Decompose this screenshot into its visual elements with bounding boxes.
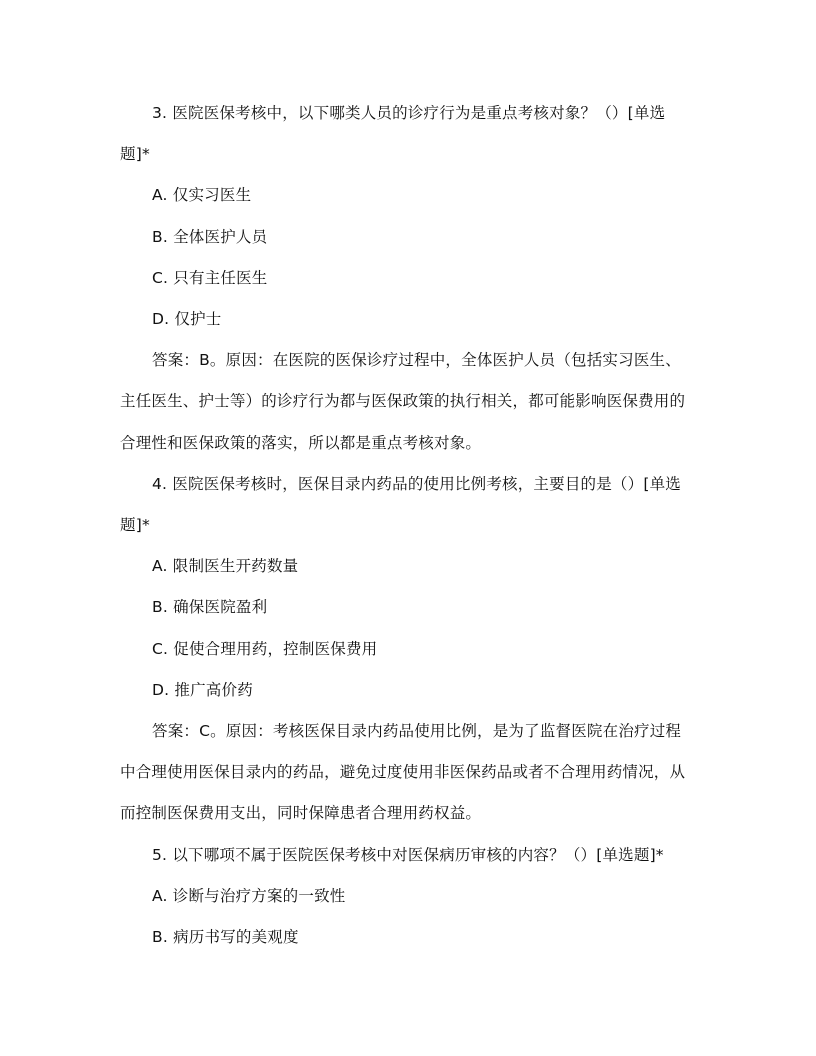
question-3: [120, 93, 698, 464]
question-3-stem-line-2: 题]*: [120, 145, 150, 164]
question-3-answer-line-2: 主任医生、护士等）的诊疗行为都与医保政策的执行相关，都可能影响医保费用的: [120, 392, 686, 411]
question-4-option-a: A. 限制医生开药数量: [152, 557, 299, 576]
question-5: [120, 835, 698, 959]
question-4-option-d: D. 推广高价药: [152, 680, 253, 699]
question-3-answer-line-3: 合理性和医保政策的落实，所以都是重点考核对象。: [120, 433, 482, 452]
document-body: [120, 93, 698, 958]
question-4-stem-line-1: 4. 医院医保考核时，医保目录内药品的使用比例考核，主要目的是（）[单选: [152, 474, 681, 493]
question-5-option-b: B. 病历书写的美观度: [152, 928, 299, 947]
question-4-answer-line-3: 而控制医保费用支出，同时保障患者合理用药权益。: [120, 804, 482, 823]
question-3-option-c: C. 只有主任医生: [152, 268, 268, 287]
question-4-option-c: C. 促使合理用药，控制医保费用: [152, 639, 378, 658]
question-4-answer-line-1: 答案：C。原因：考核医保目录内药品使用比例，是为了监督医院在治疗过程: [152, 722, 682, 741]
question-3-option-b: B. 全体医护人员: [152, 227, 268, 246]
question-3-option-a: A. 仅实习医生: [152, 186, 252, 205]
question-5-stem-line-1: 5. 以下哪项不属于医院医保考核中对医保病历审核的内容？（）[单选题]*: [152, 845, 664, 864]
question-3-answer-line-1: 答案：B。原因：在医院的医保诊疗过程中，全体医护人员（包括实习医生、: [152, 351, 681, 370]
question-5-option-a: A. 诊断与治疗方案的一致性: [152, 886, 346, 905]
question-4-option-b: B. 确保医院盈利: [152, 598, 268, 617]
question-3-stem-line-1: 3. 医院医保考核中，以下哪类人员的诊疗行为是重点考核对象？（）[单选: [152, 104, 666, 122]
question-3-option-d: D. 仅护士: [152, 310, 222, 329]
question-4-stem-line-2: 题]*: [120, 516, 150, 535]
question-4: [120, 464, 698, 835]
question-4-answer-line-2: 中合理使用医保目录内的药品，避免过度使用非医保药品或者不合理用药情况，从: [120, 763, 686, 782]
